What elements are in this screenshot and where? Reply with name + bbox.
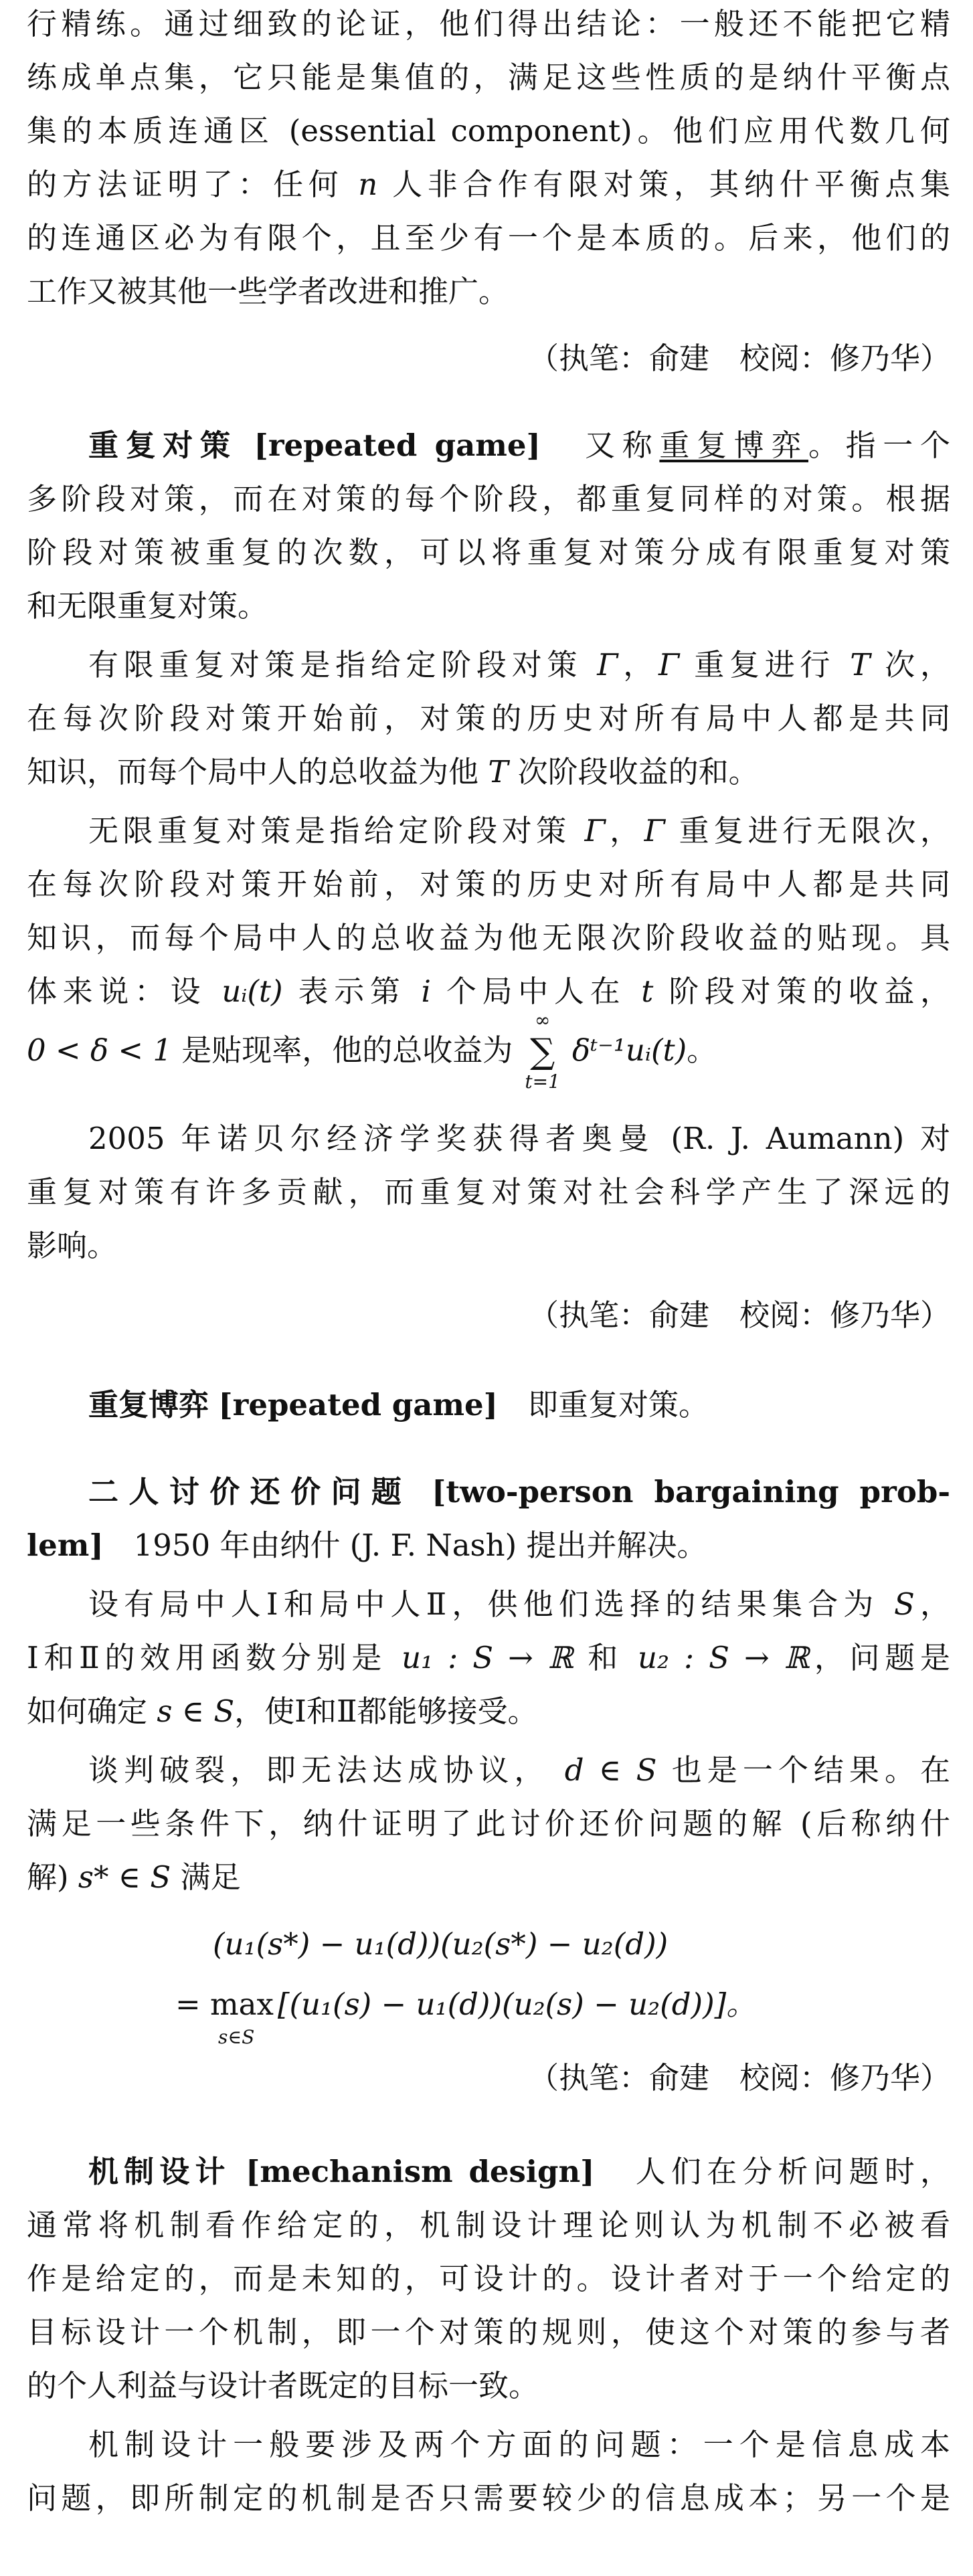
text-line: 谈判破裂，即无法达成协议， d ∈ S 也是一个结果。在 [88,1752,950,1788]
text-line: 集的本质连通区 (essential component)。他们应用代数几何 [27,113,950,149]
text-line: 满足一些条件下，纳什证明了此讨价还价问题的解 (后称纳什 [27,1806,950,1841]
text-line: 的方法证明了：任何 n 人非合作有限对策，其纳什平衡点集 [27,167,950,202]
text-line: 体来说：设 uᵢ(t) 表示第 i 个局中人在 t 阶段对策的收益， [27,974,950,1009]
text-line: 在每次阶段对策开始前，对策的历史对所有局中人都是共同 [27,701,950,736]
text-line: 阶段对策被重复的次数，可以将重复对策分成有限重复对策 [27,535,950,570]
entry-term-en: [two-person bargaining prob- [432,1474,950,1509]
text-line: 2005 年诺贝尔经济学奖获得者奥曼 (R. J. Aumann) 对 [88,1121,950,1156]
text-line: Ⅰ和Ⅱ的效用函数分别是 u₁ : S → ℝ 和 u₂ : S → ℝ，问题是 [27,1640,950,1675]
text-line: 工作又被其他一些学者改进和推广。 [27,274,509,309]
entry-heading-repeated: 重复对策 [repeated game] 又称重复博弈。指一个 [88,428,950,463]
text-line: 的连通区必为有限个，且至少有一个是本质的。后来，他们的 [27,220,950,256]
text-line: 目标设计一个机制，即一个对策的规则，使这个对策的参与者 [27,2314,950,2350]
text-line: 通常将机制看作给定的，机制设计理论则认为机制不必被看 [27,2207,950,2243]
entry-term-en: [repeated game] [218,1387,498,1422]
text-line: 和无限重复对策。 [27,588,268,624]
text-line: 练成单点集，它只能是集值的，满足这些性质的是纳什平衡点 [27,60,950,95]
text-line: 知识，而每个局中人的总收益为他 T 次阶段收益的和。 [27,754,759,790]
text-line: 解) s* ∈ S 满足 [27,1859,241,1895]
text-line: 作是给定的，而是未知的，可设计的。设计者对于一个给定的 [27,2261,950,2296]
text-line: 有限重复对策是指给定阶段对策 Γ，Γ 重复进行 T 次， [88,647,950,682]
equation-line-2: = max [(u₁(s) − u₁(d))(u₂(s) − u₂(d))]。 [175,1987,757,2022]
text-line: 无限重复对策是指给定阶段对策 Γ，Γ 重复进行无限次， [88,813,950,848]
entry-term: 二人讨价还价问题 [88,1474,412,1509]
credit-line: （执笔：俞建 校阅：修乃华） [528,2060,950,2096]
text-line: 多阶段对策，而在对策的每个阶段，都重复同样的对策。根据 [27,481,950,517]
text-line: 重复对策有许多贡献，而重复对策对社会科学产生了深远的 [27,1174,950,1210]
entry-term-en: [repeated game] [254,428,541,463]
entry-heading-bargaining [88,1472,950,1512]
text-line: 问题，即所制定的机制是否只需要较少的信息成本；另一个是 [27,2480,950,2516]
text-line: 的个人利益与设计者既定的目标一致。 [27,2368,539,2403]
cross-reference-link[interactable]: 重复博弈 [659,428,808,463]
text-line: 行精练。通过细致的论证，他们得出结论：一般还不能把它精 [27,6,950,41]
text-line: 设有局中人Ⅰ和局中人Ⅱ，供他们选择的结果集合为 S， [88,1586,950,1622]
entry-term-en: [mechanism design] [246,2154,595,2189]
credit-line: （执笔：俞建 校阅：修乃华） [528,1297,950,1333]
entry-term: 机制设计 [88,2154,231,2189]
summation-symbol: ∞ ∑ t=1 [525,1008,560,1093]
credit-line: （执笔：俞建 校阅：修乃华） [528,341,950,376]
text-line: 0 < δ < 1 是贴现率，他的总收益为 ∞ ∑ t=1 δᵗ⁻¹uᵢ(t)。 [27,1008,717,1093]
max-subscript: s∈S [218,2026,255,2048]
text-line: 影响。 [27,1228,118,1263]
entry-heading-mechanism: 机制设计 [mechanism design] 人们在分析问题时， [88,2154,950,2189]
text-line: 如何确定 s ∈ S，使Ⅰ和Ⅱ都能够接受。 [27,1693,538,1729]
equation-line-1: (u₁(s*) − u₁(d))(u₂(s*) − u₂(d)) [213,1926,669,1962]
text-line: 知识，而每个局中人的总收益为他无限次阶段收益的贴现。具 [27,920,950,955]
entry-term: 重复博弈 [88,1387,209,1422]
text-line: 在每次阶段对策开始前，对策的历史对所有局中人都是共同 [27,866,950,902]
text-line: lem] 1950 年由纳什 (J. F. Nash) 提出并解决。 [27,1528,707,1563]
entry-heading-repeated-bo: 重复博弈 [repeated game] 即重复对策。 [88,1387,709,1422]
text-line: 机制设计一般要涉及两个方面的问题：一个是信息成本 [88,2427,950,2462]
entry-term: 重复对策 [88,428,238,463]
